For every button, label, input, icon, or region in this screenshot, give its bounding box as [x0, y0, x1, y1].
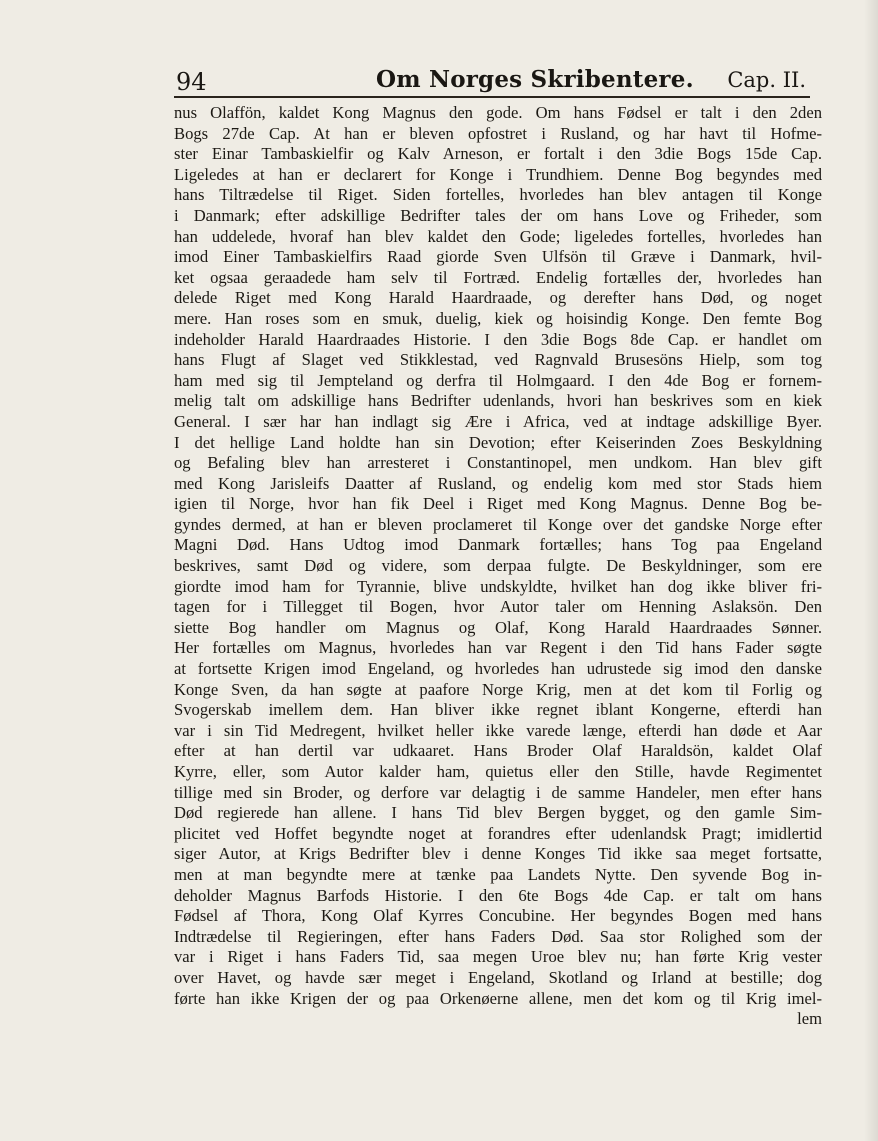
text-line: Kyrre, eller, som Autor kalder ham, quietus eller den Stille, havde Regimentet	[174, 762, 822, 781]
text-line: hans Flugt af Slaget ved Stikklestad, ved Ragnvald Brusesöns Hielp, som tog	[174, 350, 822, 370]
text-line: i Danmark; efter adskillige Bedrifter tales der om hans Love og Friheder, som	[174, 205, 822, 225]
text-line: Død regierede han allene. I hans Tid blev Bergen bygget, og den gamle Sim-	[174, 803, 822, 823]
running-title: Om Norges Skribentere.	[376, 66, 694, 93]
text-line: Her fortælles om Magnus, hvorledes han var Regent i den Tid hans Fader søgte	[174, 638, 822, 658]
text-line: Konge Sven, da han søgte at paafore Norge Krig, men at det kom til Forlig og	[174, 679, 822, 699]
text-line: efter at han dertil var udkaaret. Hans Broder Olaf Haraldsön, kaldet Olaf	[174, 741, 822, 761]
page-edge-shadow	[864, 0, 878, 1141]
text-line: men at man begyndte mere at tænke paa Landets Nytte. Den syvende Bog in-	[174, 864, 822, 884]
text-line: ster Einar Tambaskielfir og Kalv Arneson, er fortalt i den 3die Bogs 15de Cap.	[174, 144, 822, 164]
text-line: mere. Han roses som en smuk, duelig, kiek og hoisindig Konge. Den femte Bog	[174, 308, 822, 328]
page-number: 94	[176, 68, 207, 96]
text-line: delede Riget med Kong Harald Haardraade, og derefter hans Død, og noget	[174, 288, 822, 308]
text-line: lem	[797, 1009, 822, 1029]
text-line: han uddelede, hvoraf han blev kaldet den Gode; ligeledes fortelles, hvorledes han	[174, 226, 822, 246]
text-line: plicitet ved Hoffet begyndte noget at forandres efter udenlandsk Pragt; imidlertid	[174, 823, 822, 843]
text-line: beskrives, samt Død og videre, som derpaa fulgte. De Beskyldninger, som ere	[174, 556, 822, 576]
text-line: tagen for i Tillegget til Bogen, hvor Autor taler om Henning Aslaksön. Den	[174, 597, 822, 617]
text-line: Indtrædelse til Regieringen, efter hans Faders Død. Saa stor Rolighed som der	[174, 926, 822, 946]
text-line: var i Riget i hans Faders Tid, saa megen Uroe blev nu; han førte Krig vester	[174, 947, 822, 967]
text-line: deholder Magnus Barfods Historie. I den 6te Bogs 4de Cap. er talt om hans	[174, 885, 822, 905]
text-line: Fødsel af Thora, Kong Olaf Kyrres Concubine. Her begyndes Bogen med hans	[174, 906, 822, 926]
text-line: hans Tiltrædelse til Riget. Siden fortelles, hvorledes han blev antagen til Konge	[174, 185, 822, 205]
text-line: I det hellige Land holdte han sin Devotion; efter Keiserinden Zoes Beskyldning	[174, 432, 822, 452]
text-line: at fortsette Krigen imod Engeland, og hvorledes han udrustede sig imod den danske	[174, 659, 822, 679]
text-line: siger Autor, at Krigs Bedrifter blev i denne Konges Tid ikke saa meget fortsatte,	[174, 844, 822, 864]
chapter-label: Cap. II.	[727, 68, 806, 92]
text-line: ham med sig til Jempteland og derfra til Holmgaard. I den 4de Bog er fornem-	[174, 370, 822, 390]
text-line: Svogerskab imellem dem. Han bliver ikke regnet iblant Kongerne, efterdi han	[174, 700, 822, 720]
body-text	[174, 103, 822, 1030]
text-line: gyndes dermed, at han er bleven proclameret til Konge over det gandske Norge efter	[174, 514, 822, 534]
text-line: tillige med sin Broder, og derfore var delagtig i de samme Handeler, men efter hans	[174, 782, 822, 802]
text-line: indeholder Harald Haardraades Historie. I den 3die Bogs 8de Cap. er handlet om	[174, 329, 822, 349]
text-line: General. I sær har han indlagt sig Ære i Africa, ved at indtage adskillige Byer.	[174, 411, 822, 431]
running-header	[176, 62, 808, 98]
text-line: over Havet, og havde sær meget i Engeland, Skotland og Irland at bestille; dog	[174, 967, 822, 987]
text-line: Ligeledes at han er declarert for Konge i Trundhiem. Denne Bog begyndes med	[174, 164, 822, 184]
text-line: førte han ikke Krigen der og paa Orkenøerne allene, men det kom og til Krig imel-	[174, 988, 822, 1008]
text-line: og Befaling blev han arresteret i Constantinopel, men undkom. Han blev gift	[174, 453, 822, 473]
text-line: var i sin Tid Medregent, hvilket heller ikke varede længe, efterdi han døde et Aar	[174, 720, 822, 740]
text-line: nus Olaffön, kaldet Kong Magnus den gode. Om hans Fødsel er talt i den 2den	[174, 103, 822, 122]
text-line: Magni Død. Hans Udtog imod Danmark fortælles; hans Tog paa Engeland	[174, 535, 822, 555]
text-line: Bogs 27de Cap. At han er bleven opfostret i Rusland, og har havt til Hofme-	[174, 123, 822, 143]
text-line: siette Bog handler om Magnus og Olaf, Kong Harald Haardraades Sønner.	[174, 617, 822, 637]
header-rule	[174, 96, 810, 98]
text-line: ket ogsaa geraadede ham selv til Fortræd. Endelig fortælles der, hvorledes han	[174, 267, 822, 287]
text-line: melig talt om adskillige hans Bedrifter udenlands, hvori han beskrives som en kiek	[174, 391, 822, 411]
text-line: giordte imod ham for Tyrannie, blive undskyldte, hvilket han dog ikke bliver fri-	[174, 576, 822, 596]
text-line: imod Einer Tambaskielfirs Raad giorde Sven Ulfsön til Græve i Danmark, hvil-	[174, 247, 822, 267]
text-line: med Kong Jarisleifs Daatter af Rusland, og endelig kom med stor Stads hiem	[174, 473, 822, 493]
text-line: igien til Norge, hvor han fik Deel i Riget med Kong Magnus. Denne Bog be-	[174, 494, 822, 514]
